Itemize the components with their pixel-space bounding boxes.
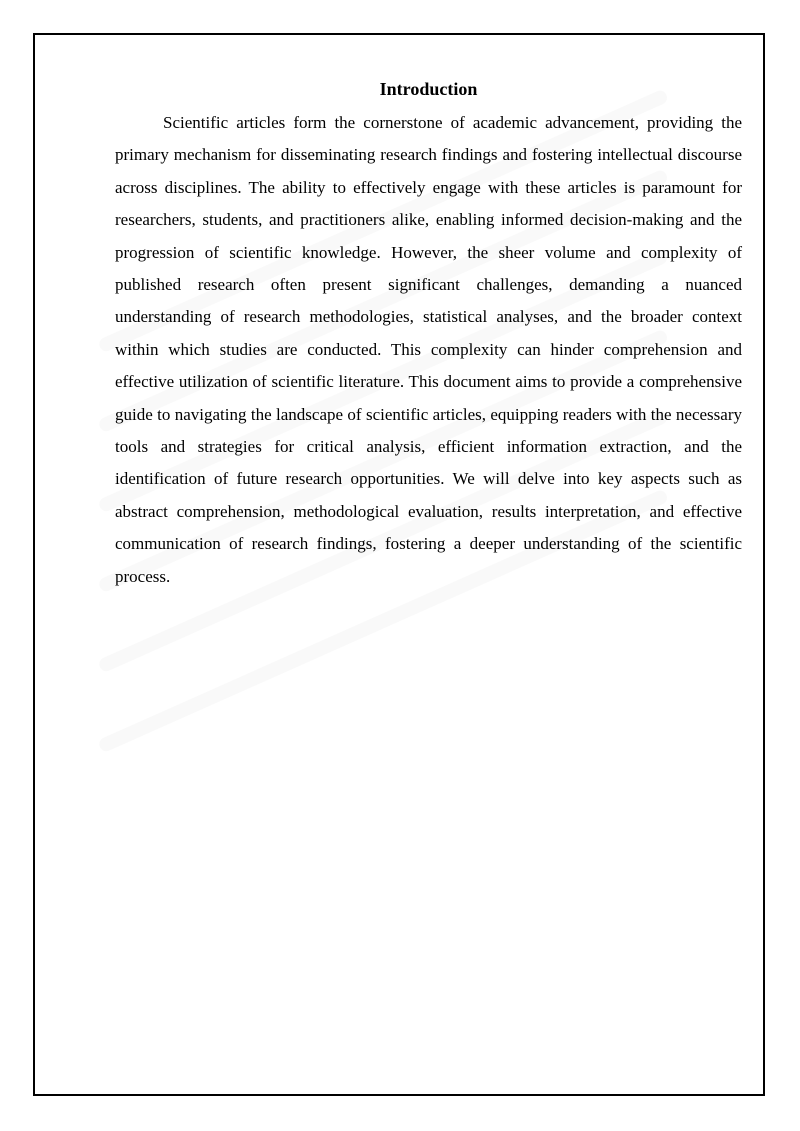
introduction-paragraph: Scientific articles form the cornerstone of academic advancement, providing the primary mechanism for disseminating research findings and fostering intellectual discourse across disciplines. The ability to effectively engage with these articles is paramount for researchers, students, and practitioners alike, enabling informed decision-making and the progression of scientific knowledge. However, the sheer volume and complexity of published research often present significant challenges, demanding a nuanced understanding of research methodologies, statistical analyses, and the broader context within which studies are conducted. This complexity can hinder comprehension and effective utilization of scientific literature. This document aims to provide a comprehensive guide to navigating the landscape of scientific articles, equipping readers with the necessary tools and strategies for critical analysis, efficient information extraction, and the identification of future research opportunities. We will delve into key aspects such as abstract comprehension, methodological evaluation, results interpretation, and effective communication of research findings, fostering a deeper understanding of the scientific process.: [115, 113, 742, 586]
section-heading: Introduction: [379, 79, 478, 99]
document-body: [115, 76, 742, 593]
